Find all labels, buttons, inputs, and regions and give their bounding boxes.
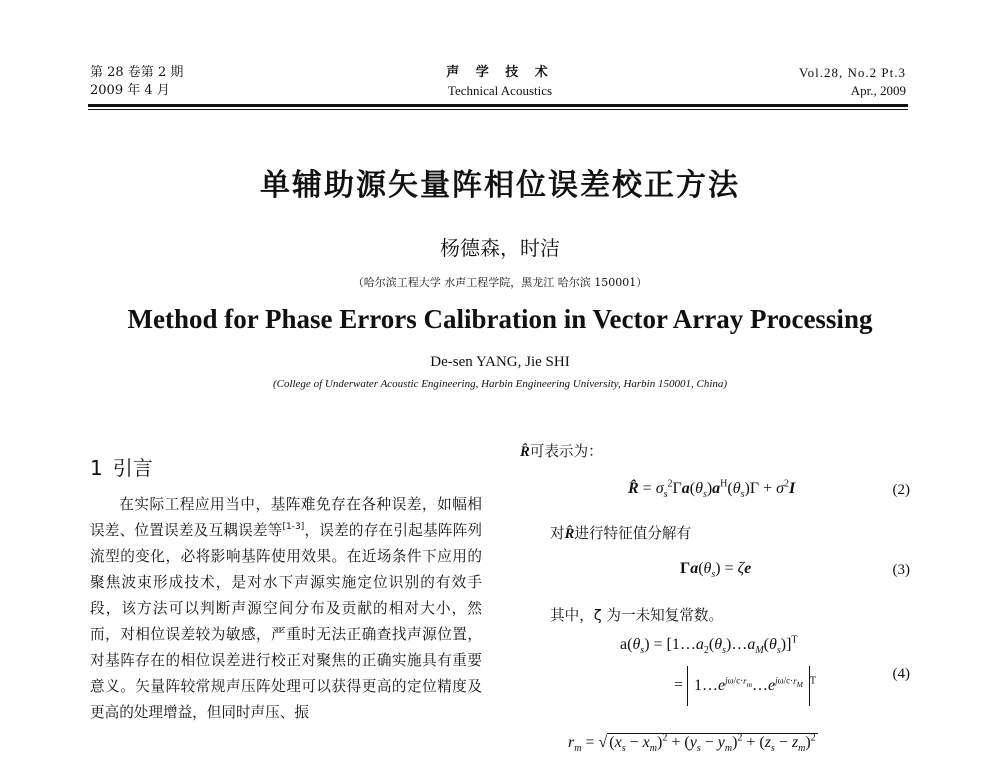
body-text-left	[90, 492, 482, 726]
equation-4-line1: $a(\theta_s)$ = $[1\dots a_2(\theta_s)\dots a_M(\theta_s)]^T$	[620, 634, 798, 657]
intro-text-part2: ，误差的存在引起基阵阵列流型的变化，必将影响基阵使用效果。在近场条件下应用的聚焦波束形成技术，是对水下声源实施定位识别的有效手段，该方法可以判断声源空间分布及贡献的相对大小，然而，对相位误差较为敏感，严重时无法正确查找声源位置，对基阵存在的相位误差进行校正对聚焦的正确实施具有重要意义。矢量阵较常规声压阵处理可以获得更高的定位精度及更高的处理增益，但同时声压、振	[90, 522, 482, 721]
intro-paragraph	[90, 492, 482, 726]
section-title: 引言	[112, 456, 153, 480]
r-hat-intro	[520, 440, 603, 461]
header-vol-no: Vol.28, No.2 Pt.3	[798, 65, 906, 80]
intro-text-part1: 在实际工程应用当中，基阵难免存在各种误差，如幅相误差、位置误差及互耦误差等	[90, 496, 482, 539]
equation-3-number: (3)	[892, 562, 910, 578]
header-volume-en	[799, 64, 906, 100]
affiliation-en: (College of Underwater Acoustic Engineering, Harbin Engineering University, Harbin 150001, China)	[272, 378, 728, 390]
header-issue	[90, 64, 183, 100]
header-date-en: Apr., 2009	[850, 83, 906, 98]
authors-cn: 杨德森，时洁	[440, 236, 560, 260]
authors-en: De-sen YANG, Jie SHI	[430, 354, 570, 370]
header-rule-thick	[88, 104, 908, 107]
journal-name-cn: 声 学 技 术	[446, 65, 554, 80]
r-hat-intro-text: 可表示为：	[529, 443, 603, 460]
section-number: 1	[90, 456, 103, 480]
paper-title-cn: 单辅助源矢量阵相位误差校正方法	[260, 168, 740, 203]
header-volume: 第 28 卷第 2 期	[90, 65, 184, 80]
affiliation-cn: （哈尔滨工程大学 水声工程学院，黑龙江 哈尔滨 150001）	[352, 276, 648, 289]
header-date-cn: 2009 年 4 月	[90, 83, 170, 98]
paper-title-en: Method for Phase Errors Calibration in Vector Array Processing	[127, 304, 873, 334]
equation-5-partial: $r_m$ = √ $(x_s - x_m)^2 + (y_s - y_m)^2 + (z_s - z_m)^2$	[568, 732, 816, 755]
zeta-line: 其中，ζ 为一未知复常数。	[550, 607, 724, 624]
equation-4-line2: = $1\dots e^{j\omega/c\cdot r_m}\dots e^{j\omega/c\cdot r_M}$ $^T$	[674, 666, 816, 706]
eigen-decomp-line: 对R̂进行特征值分解有	[550, 525, 692, 542]
header-rule-thin	[88, 109, 908, 110]
equation-2: R̂ = $\sigma_s^2\Gamma a(\theta_s)a^H(\theta_s)\Gamma + \sigma^2I$	[628, 478, 796, 501]
r-hat-symbol: R̂	[520, 444, 530, 460]
journal-name-en: Technical Acoustics	[447, 83, 553, 98]
header-journal	[380, 64, 620, 100]
section-heading	[90, 452, 153, 481]
equation-3: $\Gamma a(\theta_s) = \zeta e$	[680, 560, 752, 581]
equation-4-number: (4)	[892, 666, 910, 682]
equation-2-number: (2)	[892, 482, 910, 498]
citation-ref: [1-3]	[282, 522, 305, 533]
